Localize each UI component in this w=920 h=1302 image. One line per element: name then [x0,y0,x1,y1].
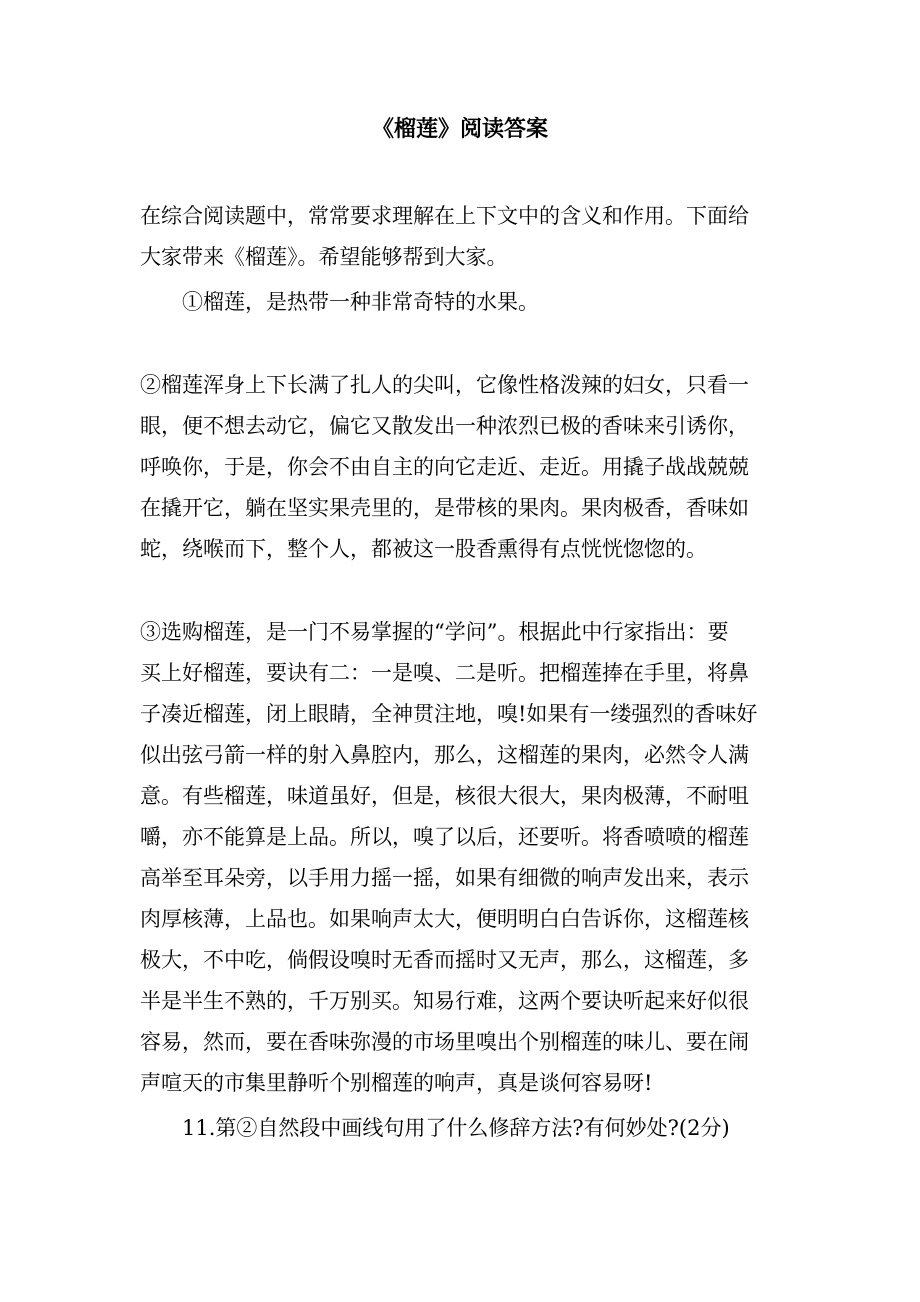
text-line: 肉厚核薄，上品也。如果响声太大，便明明白白告诉你，这榴莲核 [140,907,749,931]
paragraph-3 [140,612,785,1104]
text-line: ③选购榴莲，是一门不易掌握的“学问”。根据此中行家指出：要 [140,620,729,644]
intro-paragraph [140,196,785,278]
document-body [140,196,785,1149]
text-line: 买上好榴莲，要诀有二：一是嗅、二是听。把榴莲捧在手里，将鼻 [140,661,749,685]
text-line: 意。有些榴莲，味道虽好，但是，核很大很大，果肉极薄，不耐咀 [140,784,749,808]
text-line: 半是半生不熟的，千万别买。知易行难，这两个要诀听起来好似很 [140,989,749,1013]
text-line: 似出弦弓箭一样的射入鼻腔内，那么，这榴莲的果肉，必然令人满 [140,743,749,767]
text-line: 嚼，亦不能算是上品。所以，嗅了以后，还要听。将香喷喷的榴莲 [140,825,749,849]
text-line: 在综合阅读题中，常常要求理解在上下文中的含义和作用。下面给 [140,204,749,228]
text-line: 容易，然而，要在香味弥漫的市场里嗅出个别榴莲的味儿、要在闹 [140,1030,749,1054]
text-line: 呼唤你，于是，你会不由自主的向它走近、走近。用撬子战战兢兢 [140,455,749,479]
text-line: 大家带来《榴莲》。希望能够帮到大家。 [140,245,508,269]
text-line: ②榴莲浑身上下长满了扎人的尖叫，它像性格泼辣的妇女，只看一 [140,373,749,397]
text-line: 子凑近榴莲，闭上眼睛，全神贯注地，嗅!如果有一缕强烈的香味好 [140,702,758,726]
document-title: 《榴莲》阅读答案 [371,116,548,142]
text-line: 高举至耳朵旁，以手用力摇一摇，如果有细微的响声发出来，表示 [140,866,749,890]
text-line: 声喧天的市集里静听个别榴莲的响声，真是谈何容易呀! [140,1071,653,1095]
text-line: 眼，便不想去动它，偏它又散发出一种浓烈已极的香味来引诱你， [140,414,749,438]
text-line: 极大，不中吃，倘假设嗅时无香而摇时又无声，那么，这榴莲，多 [140,948,749,972]
paragraph-2 [140,365,785,570]
paragraph-1: ①榴莲，是热带一种非常奇特的水果。 [182,290,539,314]
question-11: 11.第②自然段中画线句用了什么修辞方法?有何妙处?(2分) [182,1116,730,1140]
text-line: 蛇，绕喉而下，整个人，都被这一股香熏得有点恍恍惚惚的。 [140,537,707,561]
text-line: 在撬开它，躺在坚实果壳里的，是带核的果肉。果肉极香，香味如 [140,496,749,520]
